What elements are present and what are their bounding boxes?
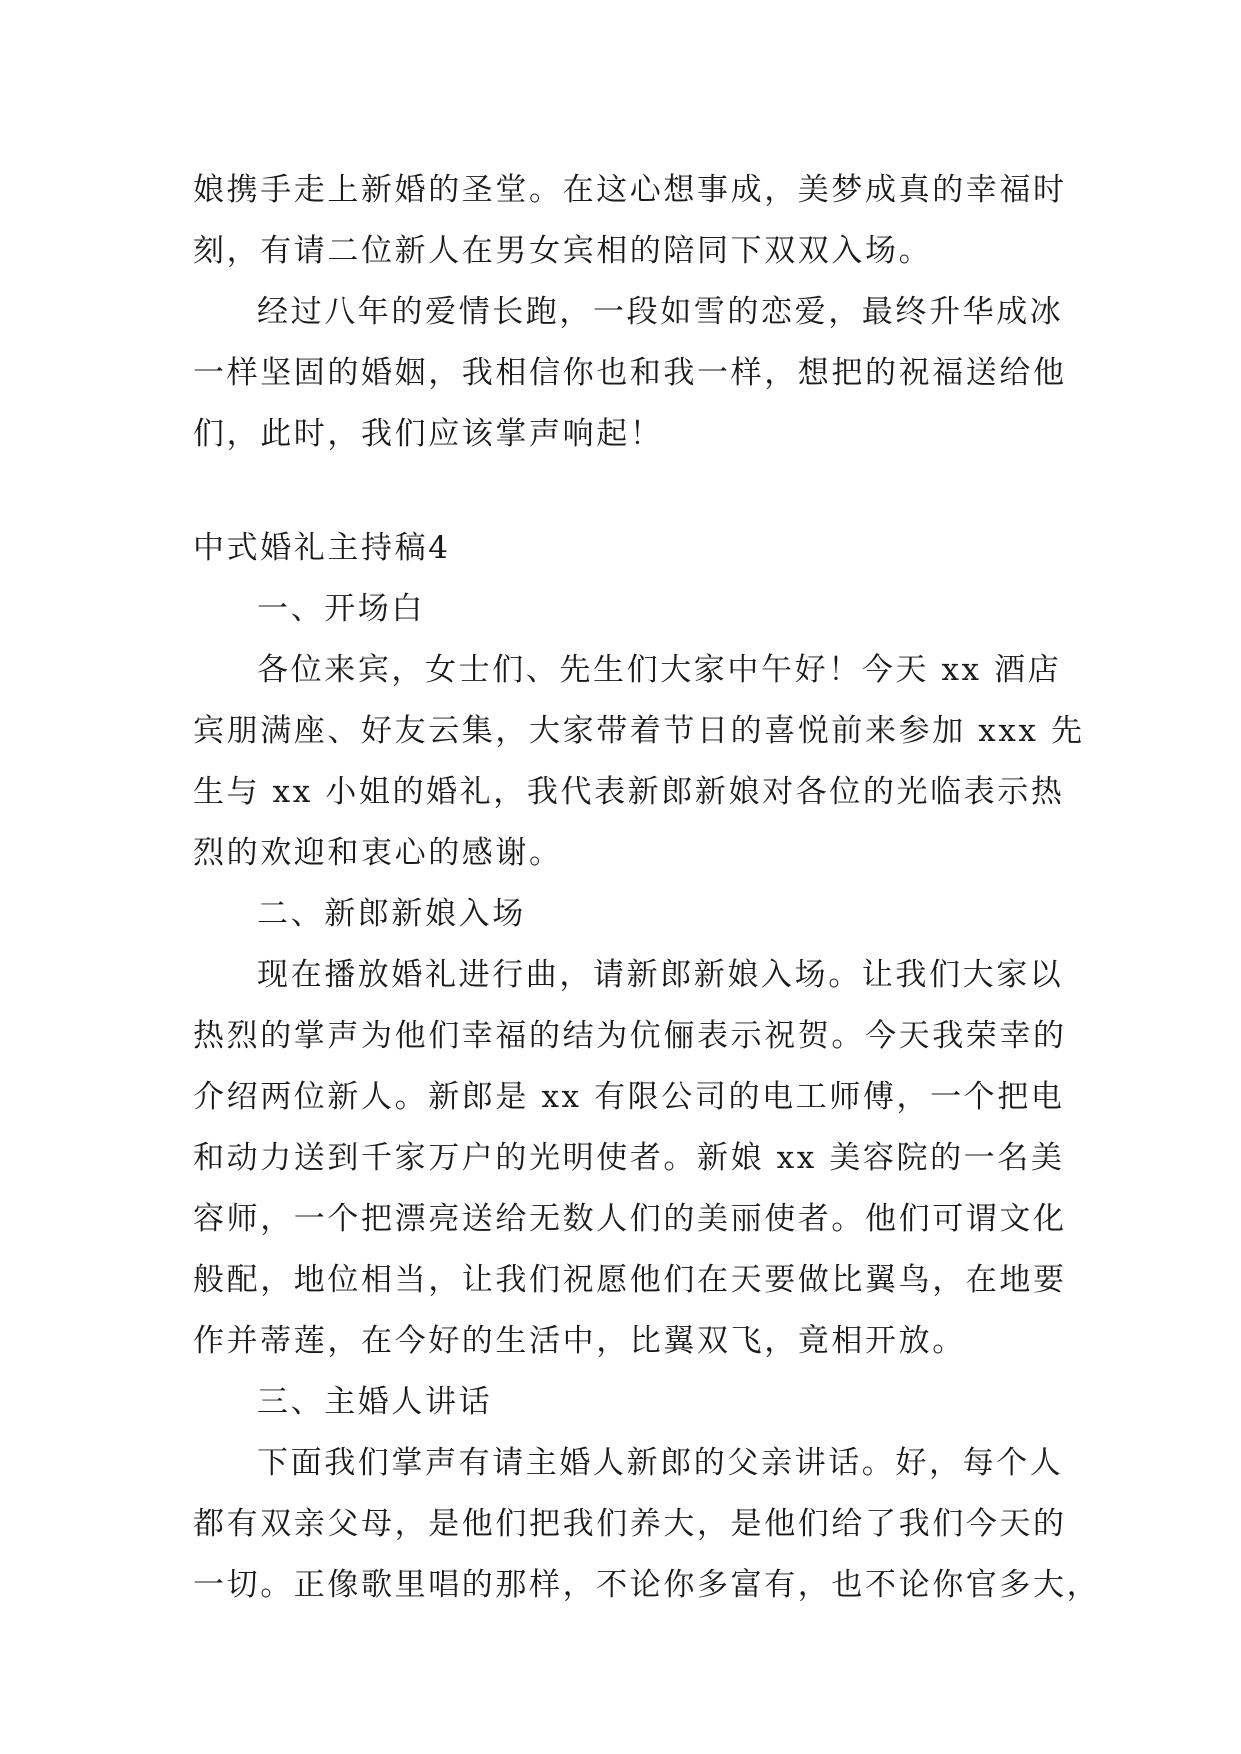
text-line: 作并蒂莲，在今好的生活中，比翼双飞，竟相开放。 xyxy=(193,1323,966,1359)
document-page xyxy=(193,160,1101,1616)
text-line: 生与 xx 小姐的婚礼，我代表新郎新娘对各位的光临表示热 xyxy=(193,774,1065,810)
text-line: 娘携手走上新婚的圣堂。在这心想事成，美梦成真的幸福时 xyxy=(193,172,1067,208)
text-line: 刻，有请二位新人在男女宾相的陪同下双双入场。 xyxy=(193,233,933,269)
paragraph-love xyxy=(193,282,1067,465)
continuation-paragraph xyxy=(193,160,1067,282)
text-line: 都有双亲父母，是他们把我们养大，是他们给了我们今天的 xyxy=(193,1506,1067,1542)
paragraph-speech xyxy=(193,1433,1101,1616)
text-line: 各位来宾，女士们、先生们大家中午好！今天 xx 酒店 xyxy=(257,652,1062,688)
text-line: 一切。正像歌里唱的那样，不论你多富有，也不论你官多大， xyxy=(193,1567,1101,1603)
section-title: 中式婚礼主持稿4 xyxy=(193,530,451,566)
text-line: 现在播放婚礼进行曲，请新郎新娘入场。让我们大家以 xyxy=(257,957,1064,993)
text-line: 烈的欢迎和衷心的感谢。 xyxy=(193,835,563,871)
text-line: 一样坚固的婚姻，我相信你也和我一样，想把的祝福送给他 xyxy=(193,355,1067,391)
heading-opening: 一、开场白 xyxy=(257,591,425,627)
heading-speech: 三、主婚人讲话 xyxy=(257,1384,493,1420)
text-line: 容师，一个把漂亮送给无数人们的美丽使者。他们可谓文化 xyxy=(193,1201,1067,1237)
text-line: 宾朋满座、好友云集，大家带着节日的喜悦前来参加 xxx 先 xyxy=(193,713,1085,749)
paragraph-opening xyxy=(193,640,1085,884)
text-line: 热烈的掌声为他们幸福的结为伉俪表示祝贺。今天我荣幸的 xyxy=(193,1018,1067,1054)
paragraph-entrance xyxy=(193,945,1067,1372)
text-line: 般配，地位相当，让我们祝愿他们在天要做比翼鸟，在地要 xyxy=(193,1262,1067,1298)
text-line: 经过八年的爱情长跑，一段如雪的恋爱，最终升华成冰 xyxy=(257,294,1064,330)
text-line: 们，此时，我们应该掌声响起！ xyxy=(193,416,664,452)
text-line: 介绍两位新人。新郎是 xx 有限公司的电工师傅，一个把电 xyxy=(193,1079,1065,1115)
section-gap xyxy=(193,465,1053,518)
text-line: 和动力送到千家万户的光明使者。新娘 xx 美容院的一名美 xyxy=(193,1140,1065,1176)
text-line: 下面我们掌声有请主婚人新郎的父亲讲话。好，每个人 xyxy=(257,1445,1064,1481)
heading-entrance: 二、新郎新娘入场 xyxy=(257,896,526,932)
